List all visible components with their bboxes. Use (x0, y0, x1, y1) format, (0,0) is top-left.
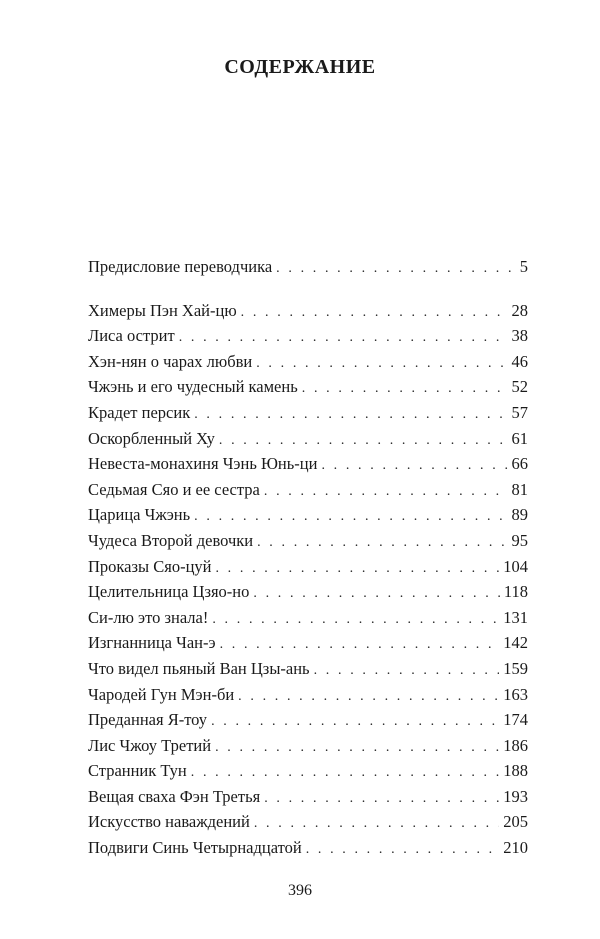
toc-entry (88, 451, 528, 477)
toc-entry-page: 66 (511, 454, 528, 474)
toc-entry-page: 205 (503, 812, 528, 832)
toc-entry (88, 835, 528, 861)
dot-leader (212, 607, 499, 633)
toc-entry-page: 104 (503, 556, 528, 576)
toc-entry-page: 52 (511, 377, 528, 397)
dot-leader (219, 428, 508, 454)
dot-leader (254, 811, 499, 837)
toc-entry-page: 95 (511, 530, 528, 550)
toc-entry-page: 142 (503, 633, 528, 653)
toc-entry-page: 131 (503, 607, 528, 627)
dot-leader (194, 504, 507, 530)
toc-entry (88, 477, 528, 503)
table-of-contents (88, 254, 528, 861)
dot-leader (211, 709, 499, 735)
toc-entry-title: Странник Тун (88, 761, 187, 781)
toc-entry (88, 502, 528, 528)
toc-entry-page: 57 (511, 402, 528, 422)
toc-entry-page: 210 (503, 838, 528, 858)
toc-entry (88, 298, 528, 324)
dot-leader (276, 256, 514, 282)
dot-leader (257, 530, 507, 556)
dot-leader (238, 684, 499, 710)
toc-entry-title: Лиса острит (88, 326, 175, 346)
toc-entry-page: 193 (503, 786, 528, 806)
toc-entry (88, 323, 528, 349)
toc-entry-page: 28 (511, 300, 528, 320)
toc-entry-page: 163 (503, 684, 528, 704)
toc-entry (88, 656, 528, 682)
toc-entry-title: Химеры Пэн Хай-цю (88, 300, 237, 320)
toc-entry (88, 374, 528, 400)
dot-leader (194, 402, 507, 428)
toc-entry-page: 46 (511, 351, 528, 371)
toc-entry-title: Подвиги Синь Четырнадцатой (88, 838, 302, 858)
toc-entry (88, 605, 528, 631)
toc-entry-page: 159 (503, 658, 528, 678)
dot-leader (241, 300, 508, 326)
dot-leader (264, 786, 499, 812)
toc-entry-page: 61 (511, 428, 528, 448)
dot-leader (306, 837, 500, 863)
toc-entry (88, 682, 528, 708)
toc-entry-title: Лис Чжоу Третий (88, 735, 212, 755)
dot-leader (302, 376, 508, 402)
toc-entry (88, 758, 528, 784)
dot-leader (256, 351, 507, 377)
page-title: СОДЕРЖАНИЕ (224, 56, 376, 78)
toc-entry-page: 188 (503, 761, 528, 781)
dot-leader (215, 735, 499, 761)
toc-entry-page: 186 (503, 735, 528, 755)
toc-entry-page: 89 (511, 505, 528, 525)
toc-entry-title: Хэн-нян о чарах любви (88, 351, 253, 371)
toc-entry-title: Чжэнь и его чудесный камень (88, 377, 298, 397)
dot-leader (321, 453, 507, 479)
toc-entry-title: Преданная Я-тоу (88, 710, 208, 730)
toc-entry (88, 784, 528, 810)
toc-entry-title: Крадет персик (88, 402, 191, 422)
toc-entry-page: 5 (519, 257, 528, 276)
toc-entry-page: 81 (511, 479, 528, 499)
toc-entry-title: Целительница Цзяо-но (88, 582, 250, 602)
toc-entry-title: Си-лю это знала! (88, 607, 209, 627)
toc-entry (88, 630, 528, 656)
toc-entry-title: Невеста-монахиня Чэнь Юнь-ци (88, 454, 318, 474)
toc-entry (88, 733, 528, 759)
toc-entry-title: Оскорбленный Ху (88, 428, 215, 448)
toc-entry (88, 528, 528, 554)
toc-entry-title: Проказы Сяо-цуй (88, 556, 212, 576)
toc-entry (88, 426, 528, 452)
toc-entry-title: Искусство наваждений (88, 812, 250, 832)
toc-entry-title: Изгнанница Чан-э (88, 633, 216, 653)
toc-entry-title: Царица Чжэнь (88, 505, 191, 525)
toc-entry (88, 554, 528, 580)
dot-leader (179, 325, 508, 351)
toc-entry-page: 38 (511, 326, 528, 346)
toc-entry-title: Предисловие переводчика (88, 257, 273, 276)
dot-leader (215, 556, 499, 582)
dot-leader (314, 658, 500, 684)
toc-entry (88, 349, 528, 375)
page-number: 396 (288, 882, 312, 899)
toc-entry (88, 254, 528, 280)
toc-entry-title: Седьмая Сяо и ее сестра (88, 479, 260, 499)
toc-entry-page: 174 (503, 710, 528, 730)
dot-leader (253, 581, 499, 607)
toc-entry-title: Чародей Гун Мэн-би (88, 684, 235, 704)
toc-entry (88, 707, 528, 733)
dot-leader (191, 760, 500, 786)
toc-entry (88, 579, 528, 605)
dot-leader (264, 479, 508, 505)
toc-entry-title: Что видел пьяный Ван Цзы-ань (88, 658, 310, 678)
toc-entry (88, 809, 528, 835)
toc-entry-title: Чудеса Второй девочки (88, 530, 254, 550)
toc-entry-title: Вещая сваха Фэн Третья (88, 786, 261, 806)
toc-entry (88, 400, 528, 426)
toc-entry-page: 118 (503, 582, 528, 602)
dot-leader (220, 632, 500, 658)
